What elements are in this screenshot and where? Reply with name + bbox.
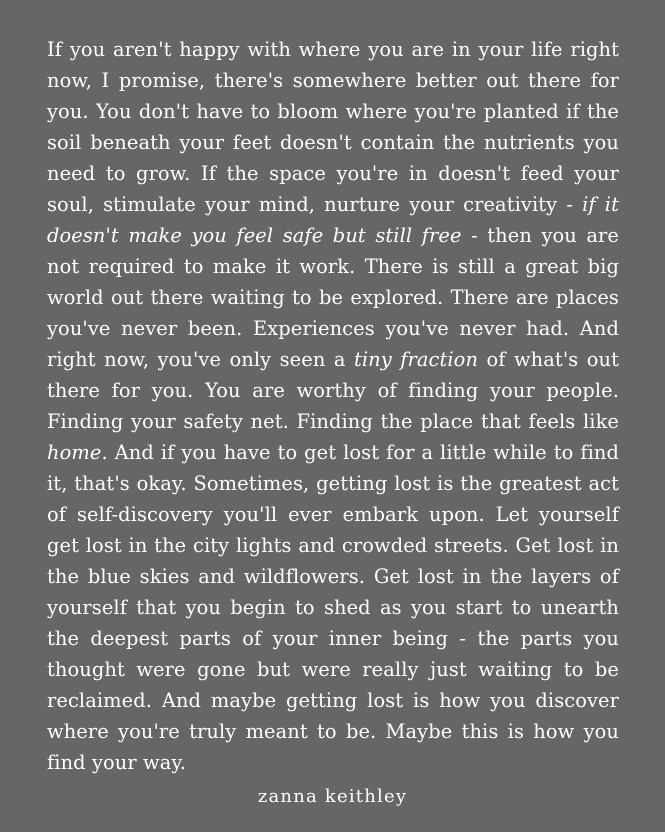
quote-italic-segment: home [47, 441, 102, 464]
quote-segment: - then you are not required to make it work. There is still a great big world out there waiting to be explored. There are places you've never been. Experiences you've never had. And right now, you've only seen a [47, 224, 620, 371]
quote-segment: of what's out there for you. You are worthy of finding your people. Finding your safety net. Finding the place that feels like [47, 348, 619, 433]
quote-segment: If you aren't happy with where you are in your life right now, I promise, there's somewhere better out there for you. You don't have to bloom where you're planted if the soil beneath your feet doesn't contain the nutrients you need to grow. If the space you're in doesn't feed your soul, stimulate your mind, nurture your creativity - [47, 38, 619, 216]
quote-body [47, 34, 619, 778]
quote-italic-segment: if it doesn't make you feel safe but still free [47, 193, 620, 247]
quote-card [47, 34, 619, 778]
author-name: zanna keithley [257, 786, 408, 807]
quote-italic-segment: tiny fraction [353, 348, 479, 371]
quote-segment: . And if you have to get lost for a little while to find it, that's okay. Sometimes, getting lost is the greatest act of self-discovery you'll ever embark upon. Let yourself get lost in the city lights and crowded streets. Get lost in the blue skies and wildflowers. Get lost in the layers of yourself that you begin to shed as you start to unearth the deepest parts of your inner being - the parts you thought were gone but were really just waiting to be reclaimed. And maybe getting lost is how you discover where you're truly meant to be. Maybe this is how you find your way. [47, 441, 619, 774]
